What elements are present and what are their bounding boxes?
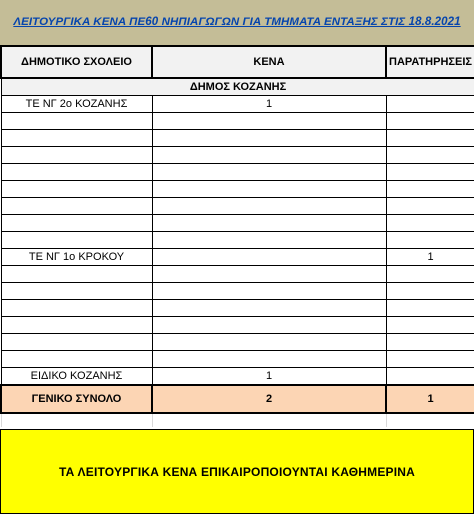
cell-kena[interactable]: [152, 181, 386, 198]
cell-notes[interactable]: 1: [386, 249, 474, 266]
cell-kena[interactable]: [152, 147, 386, 164]
total-label[interactable]: ΓΕΝΙΚΟ ΣΥΝΟΛΟ: [1, 385, 152, 413]
cell-school[interactable]: [1, 232, 152, 249]
cell-school[interactable]: [1, 334, 152, 351]
cell-school[interactable]: [1, 317, 152, 334]
spacer-cell[interactable]: [152, 413, 386, 427]
cell-notes[interactable]: [386, 300, 474, 317]
table-row: [1, 130, 474, 147]
table-row: [1, 181, 474, 198]
cell-school[interactable]: [1, 181, 152, 198]
table-row: [1, 317, 474, 334]
table-row: [1, 113, 474, 130]
cell-school[interactable]: [1, 283, 152, 300]
cell-school[interactable]: ΤΕ ΝΓ 1ο ΚΡΟΚΟΥ: [1, 249, 152, 266]
table-row: [1, 368, 474, 386]
cell-school[interactable]: [1, 300, 152, 317]
cell-notes[interactable]: [386, 181, 474, 198]
table-header-row: [1, 46, 474, 78]
daily-update-note-text: ΤΑ ΛΕΙΤΟΥΡΓΙΚΑ ΚΕΝΑ ΕΠΙΚΑΙΡΟΠΟΙΟΥΝΤΑΙ ΚΑΘΗΜΕΡΙΝΑ: [58, 464, 416, 479]
cell-school[interactable]: [1, 351, 152, 368]
cell-notes[interactable]: [386, 368, 474, 386]
table-row: [1, 164, 474, 181]
cell-notes[interactable]: [386, 232, 474, 249]
cell-kena[interactable]: [152, 113, 386, 130]
table-row: [1, 266, 474, 283]
total-kena[interactable]: 2: [152, 385, 386, 413]
header-kena: ΚΕΝΑ: [152, 46, 386, 78]
header-school: ΔΗΜΟΤΙΚΟ ΣΧΟΛΕΙΟ: [1, 46, 152, 78]
cell-notes[interactable]: [386, 130, 474, 147]
section-row: [1, 78, 474, 96]
total-row: [1, 385, 474, 413]
table-row: [1, 249, 474, 266]
cell-notes[interactable]: [386, 283, 474, 300]
cell-notes[interactable]: [386, 147, 474, 164]
cell-kena[interactable]: [152, 249, 386, 266]
table-row: [1, 334, 474, 351]
cell-kena[interactable]: [152, 300, 386, 317]
section-label: ΔΗΜΟΣ ΚΟΖΑΝΗΣ: [1, 78, 474, 96]
table-row: [1, 215, 474, 232]
cell-school[interactable]: [1, 198, 152, 215]
cell-kena[interactable]: [152, 317, 386, 334]
cell-notes[interactable]: [386, 317, 474, 334]
cell-notes[interactable]: [386, 351, 474, 368]
table-row: [1, 351, 474, 368]
vacancies-table: [0, 45, 474, 427]
table-row: [1, 147, 474, 164]
cell-notes[interactable]: [386, 334, 474, 351]
spacer-row: [1, 413, 474, 427]
cell-kena[interactable]: [152, 266, 386, 283]
cell-school[interactable]: ΕΙΔΙΚΟ ΚΟΖΑΝΗΣ: [1, 368, 152, 386]
cell-notes[interactable]: [386, 198, 474, 215]
cell-school[interactable]: [1, 113, 152, 130]
cell-kena[interactable]: [152, 164, 386, 181]
cell-kena[interactable]: [152, 198, 386, 215]
document-title-link[interactable]: ΛΕΙΤΟΥΡΓΙΚΑ ΚΕΝΑ ΠΕ60 ΝΗΠΙΑΓΩΓΩΝ ΓΙΑ ΤΜΗΜΑΤΑ ΕΝΤΑΞΗΣ ΣΤΙΣ 18.8.2021: [13, 15, 461, 28]
cell-notes[interactable]: [386, 266, 474, 283]
daily-update-note: [0, 429, 474, 514]
cell-school[interactable]: ΤΕ ΝΓ 2ο ΚΟΖΑΝΗΣ: [1, 96, 152, 113]
cell-kena[interactable]: [152, 215, 386, 232]
total-notes[interactable]: 1: [386, 385, 474, 413]
table-row: [1, 283, 474, 300]
cell-kena[interactable]: [152, 334, 386, 351]
cell-school[interactable]: [1, 147, 152, 164]
cell-notes[interactable]: [386, 113, 474, 130]
header-notes: ΠΑΡΑΤΗΡΗΣΕΙΣ: [386, 46, 474, 78]
cell-kena[interactable]: [152, 351, 386, 368]
table-row: [1, 300, 474, 317]
cell-notes[interactable]: [386, 96, 474, 113]
cell-school[interactable]: [1, 164, 152, 181]
cell-kena[interactable]: [152, 130, 386, 147]
cell-kena[interactable]: 1: [152, 96, 386, 113]
cell-school[interactable]: [1, 215, 152, 232]
spacer-cell[interactable]: [1, 413, 152, 427]
table-row: [1, 96, 474, 113]
cell-school[interactable]: [1, 266, 152, 283]
cell-kena[interactable]: [152, 283, 386, 300]
cell-notes[interactable]: [386, 164, 474, 181]
title-bar: [0, 0, 474, 46]
cell-kena[interactable]: [152, 232, 386, 249]
table-row: [1, 198, 474, 215]
cell-kena[interactable]: 1: [152, 368, 386, 386]
cell-notes[interactable]: [386, 215, 474, 232]
table-row: [1, 232, 474, 249]
cell-school[interactable]: [1, 130, 152, 147]
spacer-cell[interactable]: [386, 413, 474, 427]
